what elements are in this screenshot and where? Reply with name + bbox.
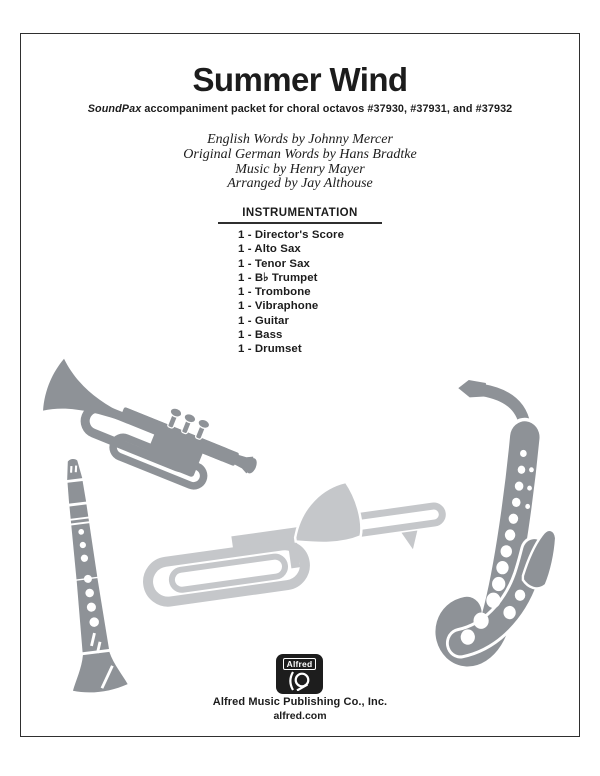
saxophone-silhouette <box>450 380 556 651</box>
list-item: 1 - Vibraphone <box>238 300 319 313</box>
page-title: Summer Wind <box>192 61 408 98</box>
soundpax-brand: SoundPax <box>87 103 142 115</box>
credit-line: Music by Henry Mayer <box>235 161 365 177</box>
credit-line: English Words by Johnny Mercer <box>207 132 393 147</box>
alfred-clef-icon <box>287 671 313 691</box>
credits-block <box>0 133 600 192</box>
credit-line: Original German Words by Hans Bradtke <box>183 146 417 162</box>
instrumentation-list <box>238 228 344 357</box>
alfred-logo-wordmark: Alfred <box>283 658 316 670</box>
list-item: 1 - B♭ Trumpet <box>238 271 318 284</box>
publisher-name: Alfred Music Publishing Co., Inc. <box>212 696 388 708</box>
list-item: 1 - Guitar <box>238 314 290 327</box>
list-item: 1 - Alto Sax <box>238 243 301 256</box>
instrumentation-rule <box>218 222 382 224</box>
instrumentation-heading: INSTRUMENTATION <box>242 207 358 219</box>
list-item: 1 - Director's Score <box>238 229 345 241</box>
credit-line: Arranged by Jay Althouse <box>227 176 373 192</box>
clarinet-silhouette <box>45 456 128 695</box>
list-item: 1 - Bass <box>238 329 283 342</box>
list-item: 1 - Trombone <box>238 286 311 299</box>
subtitle <box>0 103 600 115</box>
subtitle-text: accompaniment packet for choral octavos #37930, #37931, and #37932 <box>141 103 513 115</box>
trombone-silhouette <box>138 469 449 604</box>
list-item: 1 - Tenor Sax <box>238 257 310 270</box>
alfred-logo <box>276 654 323 694</box>
publisher-website: alfred.com <box>273 710 327 722</box>
list-item: 1 - Drumset <box>238 343 302 356</box>
